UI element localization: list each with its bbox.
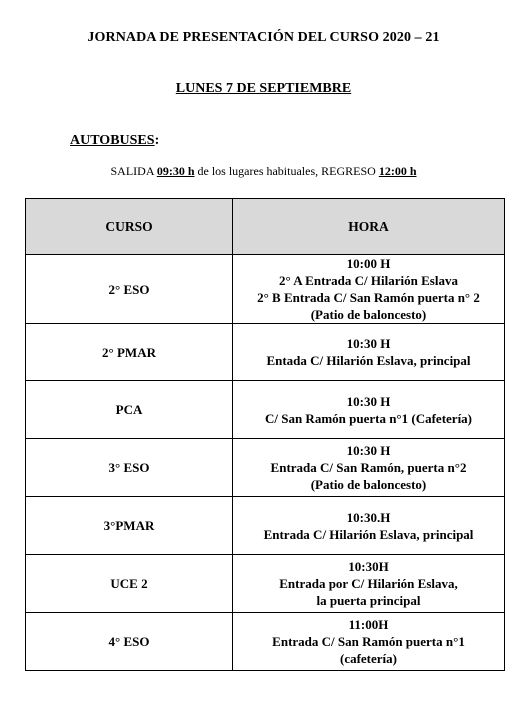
cell-line: 10:00 H	[346, 256, 391, 271]
course-cell: 3°PMAR	[26, 497, 233, 555]
time-place-cell	[233, 439, 505, 497]
table-row	[26, 381, 505, 439]
cell-line: (Patio de baloncesto)	[310, 307, 427, 322]
departure-label: SALIDA	[110, 164, 154, 178]
course-cell: 2° ESO	[26, 255, 233, 324]
time-place-cell	[233, 381, 505, 439]
table-header-row	[26, 199, 505, 255]
bus-schedule-line	[0, 164, 527, 179]
buses-heading-colon: :	[154, 133, 160, 148]
table-row	[26, 497, 505, 555]
time-place-cell	[233, 255, 505, 324]
departure-place: de los lugares habituales,	[197, 164, 319, 178]
cell-line: (Patio de baloncesto)	[310, 477, 427, 492]
buses-heading	[70, 133, 159, 149]
cell-line: Entada C/ Hilarión Eslava, principal	[266, 353, 471, 368]
cell-line: la puerta principal	[316, 593, 421, 608]
cell-line: 10:30.H	[346, 509, 391, 525]
header-time: HORA	[233, 199, 505, 255]
header-course: CURSO	[26, 199, 233, 255]
time-place-cell	[233, 555, 505, 613]
course-cell: 4° ESO	[26, 613, 233, 671]
event-date: LUNES 7 DE SEPTIEMBRE	[175, 81, 352, 96]
return-time: 12:00 h	[378, 164, 417, 178]
cell-line: 11:00H	[348, 617, 389, 632]
course-cell: 3° ESO	[26, 439, 233, 497]
schedule-table	[25, 198, 505, 671]
cell-line: 2° B Entrada C/ San Ramón puerta n° 2	[257, 290, 480, 305]
cell-line: Entrada C/ San Ramón, puerta n°2	[270, 460, 467, 475]
cell-line: Entrada C/ San Ramón puerta n°1	[272, 634, 465, 649]
departure-time: 09:30 h	[156, 164, 195, 178]
cell-line: 10:30 H	[346, 443, 391, 458]
buses-heading-label: AUTOBUSES	[70, 133, 155, 148]
cell-line: 2° A Entrada C/ Hilarión Eslava	[279, 273, 458, 288]
document-title: JORNADA DE PRESENTACIÓN DEL CURSO 2020 – 21	[87, 30, 440, 45]
cell-line: Entrada C/ Hilarión Eslava, principal	[263, 526, 474, 542]
table-row	[26, 255, 505, 324]
cell-line: (cafetería)	[339, 651, 397, 666]
time-place-cell	[233, 613, 505, 671]
cell-line: C/ San Ramón puerta n°1 (Cafetería)	[264, 410, 473, 426]
table-row	[26, 613, 505, 671]
cell-line: 10:30 H	[346, 336, 391, 351]
cell-line: 10:30H	[348, 559, 389, 574]
table-row	[26, 439, 505, 497]
table-row	[26, 555, 505, 613]
course-cell: UCE 2	[26, 555, 233, 613]
return-label: REGRESO	[321, 164, 376, 178]
table-row	[26, 324, 505, 381]
time-place-cell	[233, 497, 505, 555]
course-cell: PCA	[26, 381, 233, 439]
cell-line: Entrada por C/ Hilarión Eslava,	[279, 576, 458, 591]
course-cell: 2° PMAR	[26, 324, 233, 381]
cell-line: 10:30 H	[346, 393, 391, 409]
time-place-cell	[233, 324, 505, 381]
